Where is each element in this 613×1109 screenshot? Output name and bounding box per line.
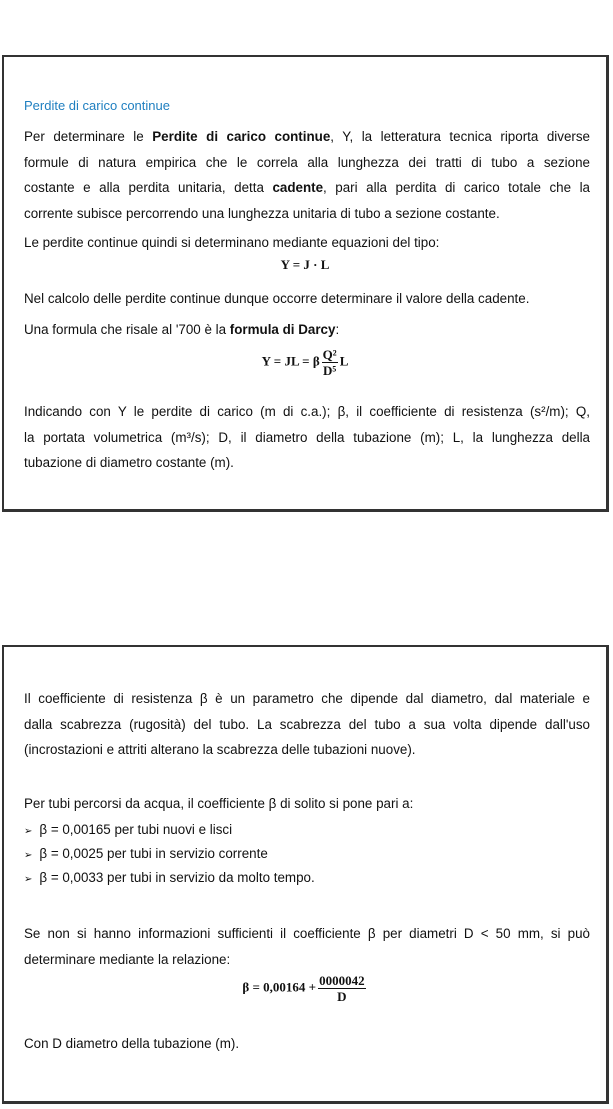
- text: costante e alla perdita unitaria, detta: [24, 180, 273, 195]
- paragraph-line: [24, 179, 590, 197]
- paragraph-line: Il coefficiente di resistenza β è un parametro che dipende dal diametro, dal materiale e: [24, 691, 590, 706]
- denominator: D: [337, 989, 347, 1004]
- paragraph-line: formule di natura empirica che le correla alla lunghezza dei tratti di tubo a sezione: [24, 155, 590, 170]
- text: Una formula che risale al '700 è la: [24, 322, 230, 337]
- arrow-bullet-icon: ➢: [24, 850, 33, 861]
- numerator: Q²: [322, 347, 337, 362]
- paragraph: Per tubi percorsi da acqua, il coefficiente β di solito si pone pari a:: [24, 796, 414, 811]
- text: :: [335, 322, 340, 337]
- text: Per determinare le: [24, 129, 153, 144]
- formula-rhs: L: [339, 353, 349, 369]
- bold-term: Perdite di carico continue: [152, 129, 331, 144]
- paragraph: Nel calcolo delle perdite continue dunque occorre determinare il valore della cadente.: [24, 291, 530, 306]
- paragraph: Le perdite continue quindi si determinano mediante equazioni del tipo:: [24, 235, 440, 250]
- fraction: [322, 347, 338, 378]
- list-item-text: β = 0,0033 per tubi in servizio da molto tempo.: [39, 870, 315, 885]
- paragraph-line: tubazione di diametro costante (m).: [24, 455, 234, 470]
- list-item-text: β = 0,00165 per tubi nuovi e lisci: [39, 822, 233, 837]
- formula-lhs: Y = JL = β: [261, 353, 320, 369]
- bold-term: formula di Darcy: [229, 322, 336, 337]
- paragraph-line: Indicando con Y le perdite di carico (m di c.a.); β, il coefficiente di resistenza (s²/m); Q,: [24, 404, 590, 419]
- formula-lhs: β = 0,00164 +: [242, 979, 317, 995]
- text: , pari alla perdita di carico totale che la: [323, 180, 590, 195]
- section-title: Perdite di carico continue: [24, 98, 170, 113]
- arrow-bullet-icon: ➢: [24, 874, 33, 885]
- paragraph-line: corrente subisce percorrendo una lunghezza unitaria di tubo a sezione costante.: [24, 206, 500, 221]
- formula-darcy: [4, 347, 606, 378]
- list-item: [24, 821, 590, 841]
- content-card-darcy: [2, 55, 609, 512]
- paragraph-line: Se non si hanno informazioni sufficienti il coefficiente β per diametri D < 50 mm, si può: [24, 926, 590, 941]
- list-item: [24, 845, 590, 865]
- formula-y-jl: Y = J · L: [280, 257, 330, 272]
- fraction: [318, 973, 366, 1004]
- paragraph-line: determinare mediante la relazione:: [24, 952, 231, 967]
- paragraph-line: (incrostazioni e attriti alterano la scabrezza delle tubazioni nuove).: [24, 742, 416, 757]
- content-card-beta: [2, 645, 609, 1104]
- paragraph: [24, 321, 590, 339]
- numerator: 0000042: [319, 973, 365, 988]
- formula-beta: [4, 973, 606, 1004]
- paragraph-line: [24, 128, 590, 146]
- paragraph: Con D diametro della tubazione (m).: [24, 1036, 240, 1051]
- text: , Y, la letteratura tecnica riporta diverse: [330, 129, 590, 144]
- list-item-text: β = 0,0025 per tubi in servizio corrente: [39, 846, 268, 861]
- arrow-bullet-icon: ➢: [24, 826, 33, 837]
- bold-term: cadente: [272, 180, 324, 195]
- list-item: [24, 869, 590, 889]
- paragraph-line: la portata volumetrica (m³/s); D, il diametro della tubazione (m); L, la lunghezza della: [24, 430, 590, 445]
- paragraph-line: dalla scabrezza (rugosità) del tubo. La scabrezza del tubo a sua volta dipende dall'uso: [24, 717, 590, 732]
- denominator: D⁵: [323, 363, 337, 378]
